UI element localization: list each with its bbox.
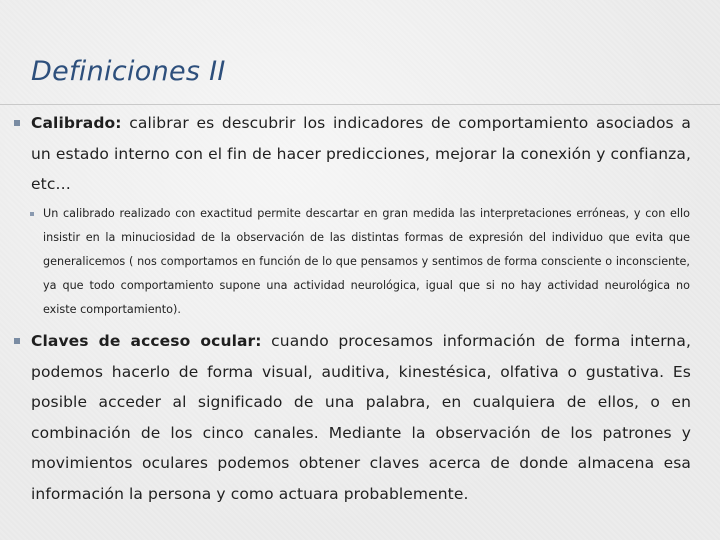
bullet-calibrado <box>31 108 691 200</box>
bullet-text: calibrar es descubrir los indicadores de comportamiento asociados a un estado interno con el fin de hacer predicciones, mejorar la conexión y confianza, etc… <box>31 114 691 193</box>
bullet-claves-acceso-ocular <box>31 326 691 509</box>
bullet-term: Claves de acceso ocular: <box>31 332 262 350</box>
sub-bullet-calibrado <box>43 202 690 322</box>
sub-bullet-marker <box>30 212 34 216</box>
bullet-text: cuando procesamos información de forma interna, podemos hacerlo de forma visual, auditiva, kinestésica, olfativa o gustativa. Es posible acceder al significado de una palabra, en cualquiera de ellos, o en combinación de los cinco canales. Mediante la observación de los patrones y movimientos oculares podemos obtener claves acerca de donde almacena esa información la persona y como actuara probablemente. <box>31 332 691 503</box>
bullet-marker <box>14 338 20 344</box>
bullet-marker <box>14 120 20 126</box>
bullet-term: Calibrado: <box>31 114 122 132</box>
slide-title: Definiciones II <box>31 56 226 87</box>
title-divider <box>0 104 720 105</box>
sub-bullet-text: Un calibrado realizado con exactitud permite descartar en gran medida las interpretaciones erróneas, y con ello insistir en la minuciosidad de la observación de las distintas formas de expresión del individuo que evita que generalicemos ( nos comportamos en función de lo que pensamos y sentimos de forma consciente o inconsciente, ya que todo comportamiento supone una actividad neurológica, igual que si no hay actividad neurológica no existe comportamiento). <box>43 207 690 316</box>
